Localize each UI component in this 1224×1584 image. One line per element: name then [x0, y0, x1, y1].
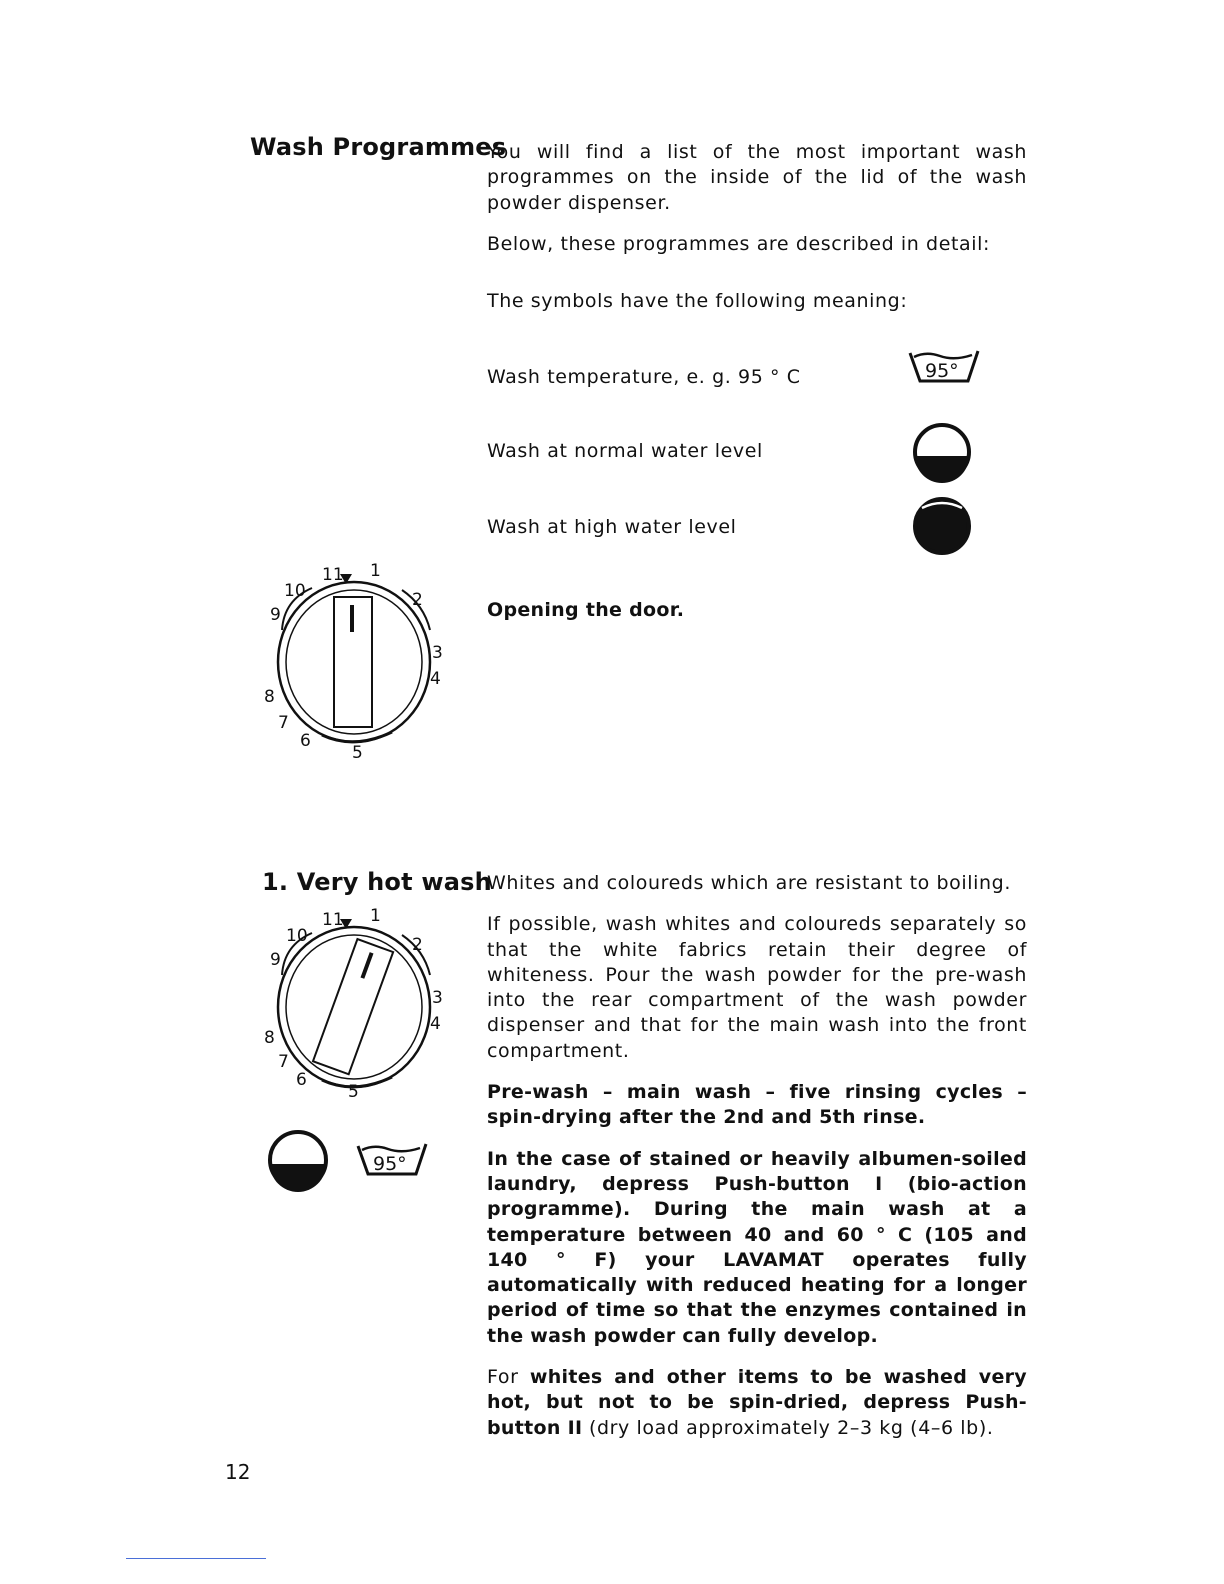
dial-label-8: 8	[264, 687, 275, 707]
footer-rule	[126, 1558, 266, 1559]
high-water-level-icon	[912, 496, 972, 556]
para4-start: For	[487, 1366, 530, 1389]
very-hot-wash-para4	[487, 1365, 1027, 1441]
opening-door-text: Opening the door.	[487, 599, 685, 621]
dial-label-2: 2	[412, 935, 423, 955]
dial-label-3: 3	[432, 988, 443, 1008]
dial-label-11: 11	[322, 565, 344, 585]
very-hot-wash-line1: Whites and coloureds which are resistant to boiling.	[487, 872, 1011, 894]
dial-label-10: 10	[286, 926, 308, 946]
dial-label-4: 4	[430, 1014, 441, 1034]
para4-end: (dry load approximately 2–3 kg (4–6 lb).	[582, 1416, 994, 1439]
wash-temperature-icon	[354, 1140, 434, 1180]
symbol-high-level-label: Wash at high water level	[487, 516, 737, 538]
dial-label-5: 5	[352, 743, 363, 763]
dial-label-7: 7	[278, 713, 289, 733]
very-hot-wash-para3: In the case of stained or heavily albumen-soiled laundry, depress Push-button I (bio-action programme). During the main wash at a temperature between 40 and 60 ° C (105 and 140 ° F) your LAVAMAT operates fully automatically with reduced heating for a longer period of time so that the enzymes contained in the wash powder can fully develop.	[487, 1147, 1027, 1347]
para4-bold: whites and other items to be washed very hot, but not to be spin-dried, depress Push-button II	[487, 1366, 1027, 1439]
dial-label-8: 8	[264, 1028, 275, 1048]
dial-label-6: 6	[300, 731, 311, 751]
temp-badge-text: 95°	[373, 1153, 407, 1175]
dial-label-2: 2	[412, 590, 423, 610]
temp-badge-text: 95°	[925, 360, 959, 382]
below-paragraph: Below, these programmes are described in detail:	[487, 232, 991, 255]
intro-paragraph: You will find a list of the most important wash programmes on the inside of the lid of the wash powder dispenser.	[487, 141, 1027, 214]
dial-label-9: 9	[270, 605, 281, 625]
dial-label-4: 4	[430, 669, 441, 689]
dial-label-3: 3	[432, 643, 443, 663]
dial-label-7: 7	[278, 1052, 289, 1072]
section-heading-very-hot-wash: 1. Very hot wash	[262, 868, 492, 896]
dial-label-1: 1	[370, 561, 381, 581]
symbol-normal-level-label: Wash at normal water level	[487, 440, 763, 462]
dial-label-9: 9	[270, 950, 281, 970]
programme-dial-off	[262, 560, 462, 770]
dial-label-10: 10	[284, 581, 306, 601]
normal-water-level-icon	[912, 422, 972, 482]
wash-temperature-icon	[906, 347, 986, 387]
section-heading-wash-programmes: Wash Programmes	[250, 133, 507, 161]
symbols-intro: The symbols have the following meaning:	[487, 290, 908, 313]
dial-label-11: 11	[322, 910, 344, 930]
dial-label-6: 6	[296, 1070, 307, 1090]
dial-label-1: 1	[370, 906, 381, 926]
programme-dial-position-1	[262, 905, 462, 1115]
very-hot-wash-para2: Pre-wash – main wash – five rinsing cycles – spin-drying after the 2nd and 5th rinse.	[487, 1081, 1027, 1129]
normal-water-level-icon	[266, 1128, 330, 1192]
dial-label-5: 5	[348, 1082, 359, 1102]
page-number: 12	[225, 1460, 251, 1484]
symbol-temperature-label: Wash temperature, e. g. 95 ° C	[487, 366, 801, 388]
very-hot-wash-para1: If possible, wash whites and coloureds separately so that the white fabrics retain their degree of whiteness. Pour the wash powder for the pre-wash into the rear compartment of the wash powder dispenser and that for the main wash into the front compartment.	[487, 913, 1027, 1062]
